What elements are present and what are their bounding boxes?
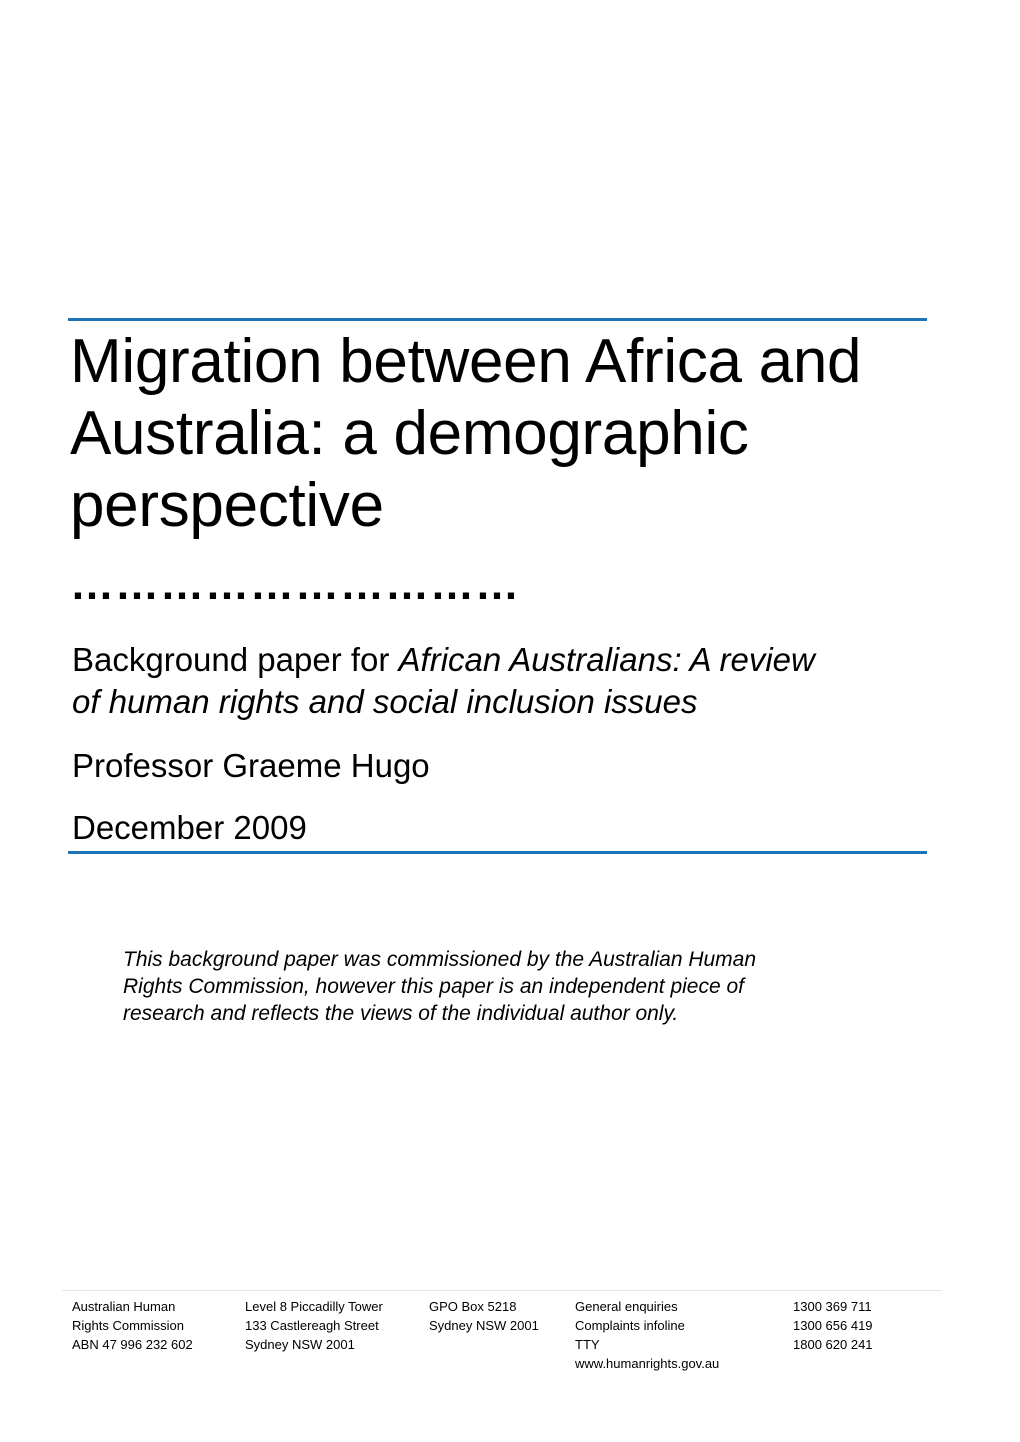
title-line-3: perspective xyxy=(70,471,384,540)
dotted-separator: ………………………… xyxy=(70,560,520,609)
subtitle-line-1 xyxy=(72,639,952,681)
footer-org-line-1: Australian Human xyxy=(72,1299,176,1314)
footer-postal-line-2: Sydney NSW 2001 xyxy=(429,1318,539,1333)
publication-date: December 2009 xyxy=(72,809,307,846)
top-divider xyxy=(68,318,927,321)
title-line-1: Migration between Africa and xyxy=(70,327,862,396)
footer-website-link[interactable]: www.humanrights.gov.au xyxy=(575,1356,720,1371)
document-title xyxy=(70,326,950,542)
subtitle-publication-title-part-2: of human rights and social inclusion issues xyxy=(72,683,698,720)
footer-organisation xyxy=(72,1297,193,1354)
bottom-divider xyxy=(68,851,927,854)
footer-street-line-2: 133 Castlereagh Street xyxy=(245,1318,379,1333)
disclaimer-note xyxy=(123,946,883,1027)
disclaimer-line-1: This background paper was commissioned by the Australian Human xyxy=(123,948,757,971)
footer-contact-labels xyxy=(575,1297,719,1373)
subtitle-prefix: Background paper for xyxy=(72,641,399,678)
subtitle-publication-title-part-1: African Australians: A review xyxy=(398,641,815,678)
title-line-2: Australia: a demographic xyxy=(70,399,749,468)
author-name: Professor Graeme Hugo xyxy=(72,747,430,784)
footer-tty-number: 1800 620 241 xyxy=(793,1337,873,1352)
footer-general-enquiries-label: General enquiries xyxy=(575,1299,678,1314)
disclaimer-line-2: Rights Commission, however this paper is an independent piece of xyxy=(123,975,745,998)
footer-street-address xyxy=(245,1297,383,1354)
footer-org-line-2: Rights Commission xyxy=(72,1318,184,1333)
footer-abn: ABN 47 996 232 602 xyxy=(72,1337,193,1352)
footer-street-line-3: Sydney NSW 2001 xyxy=(245,1337,355,1352)
footer-postal-line-1: GPO Box 5218 xyxy=(429,1299,517,1314)
subtitle-line-2 xyxy=(72,681,952,723)
footer-contact-numbers xyxy=(793,1297,873,1354)
footer-postal-address xyxy=(429,1297,539,1335)
footer-tty-label: TTY xyxy=(575,1337,600,1352)
footer-complaints-infoline-label: Complaints infoline xyxy=(575,1318,685,1333)
footer-general-enquiries-number: 1300 369 711 xyxy=(793,1299,872,1314)
footer-complaints-infoline-number: 1300 656 419 xyxy=(793,1318,873,1333)
footer-street-line-1: Level 8 Piccadilly Tower xyxy=(245,1299,383,1314)
document-subtitle xyxy=(72,639,952,723)
disclaimer-line-3: research and reflects the views of the individual author only. xyxy=(123,1002,679,1025)
footer-divider xyxy=(62,1290,942,1291)
